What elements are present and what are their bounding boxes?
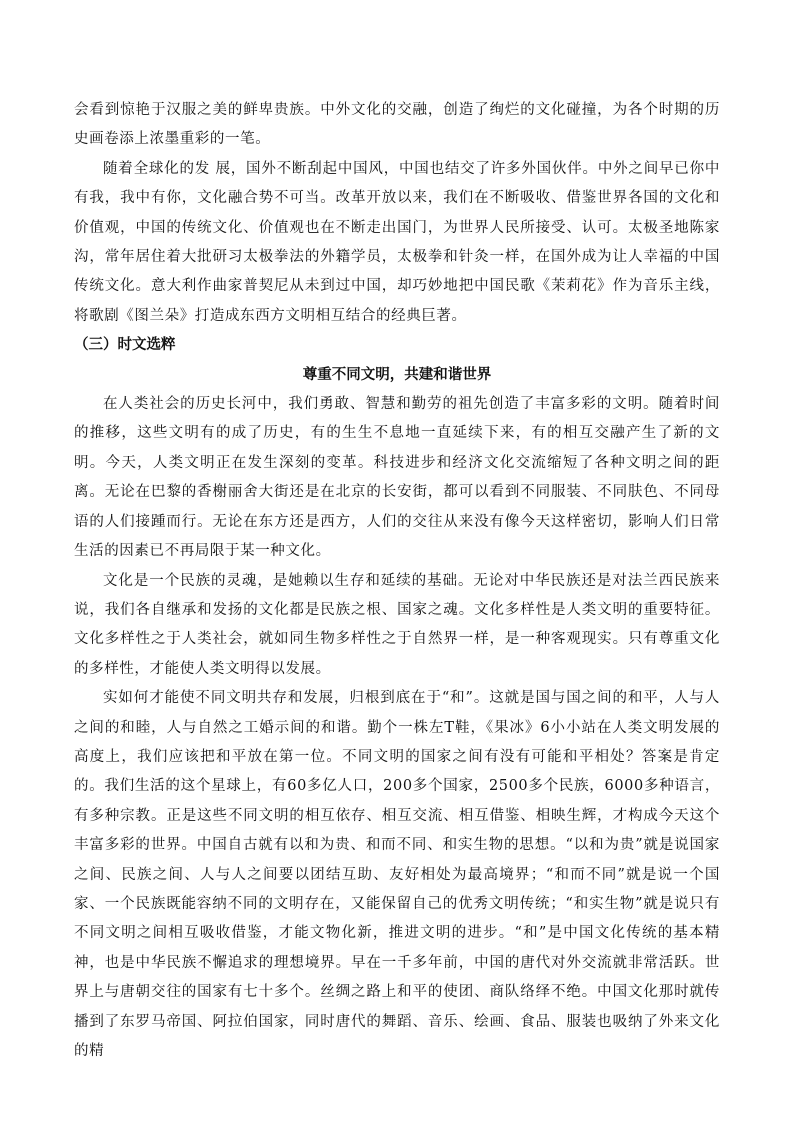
document-page xyxy=(74,96,720,1066)
article-paragraph-3: 实如何才能使不同文明共存和发展，归根到底在于“和”。这就是国与国之间的和平，人与人之间的和睦，人与自然之工婚示间的和谐。勤个一株左T鞋，《果冰》6小小站在人类文明发展的高度上，我们应该把和平放在第一位。不同文明的国家之间有没有可能和平相处？答案是肯定的。我们生活的这个星球上，有60多亿人口，200多个国家，2500多个民族，6000多种语言，有多种宗教。正是这些不同文明的相互依存、相互交流、相互借鉴、相映生辉，才构成今天这个丰富多彩的世界。中国自古就有以和为贵、和而不同、和实生物的思想。“以和为贵”就是说国家之间、民族之间、人与人之间要以团结互助、友好相处为最高境界；“和而不同”就是说一个国家、一个民族既能容纳不同的文明存在，又能保留自己的优秀文明传统；“和实生物”就是说只有不同文明之间相互吸收借鉴，才能文物化新，推进文明的进步。“和”是中国文化传统的基本精神，也是中华民族不懈追求的理想境界。早在一千多年前，中国的唐代对外交流就非常活跃。世界上与唐朝交往的国家有七十多个。丝绸之路上和平的使团、商队络绎不绝。中国文化那时就传播到了东罗马帝国、阿拉伯国家，同时唐代的舞蹈、音乐、绘画、食品、服装也吸纳了外来文化的精 xyxy=(74,690,720,1059)
article-paragraph-1: 在人类社会的历史长河中，我们勇敢、智慧和勤劳的祖先创造了丰富多彩的文明。随着时间的推移，这些文明有的成了历史，有的生生不息地一直延续下来，有的相互交融产生了新的文明。今天，人类文明正在发生深刻的变革。科技进步和经济文化交流缩短了各种文明之间的距离。无论在巴黎的香榭丽舍大街还是在北京的长安街，都可以看到不同服装、不同肤色、不同母语的人们接踵而行。无论在东方还是西方，人们的交往从来没有像今天这样密切，影响人们日常生活的因素已不再局限于某一种文化。 xyxy=(74,396,720,560)
globalization-paragraph: 随着全球化的发 展，国外不断刮起中国风，中国也结交了许多外国伙伴。中外之间早已你中有我，我中有你，文化融合势不可当。改革开放以来，我们在不断吸收、借鉴世界各国的文化和价值观，中国的传统文化、价值观也在不断走出国门，为世界人民所接受、认可。太极圣地陈家沟，常年居住着大批研习太极拳法的外籍学员，太极拳和针灸一样，在国外成为让人幸福的中国传统文化。意大利作曲家普契尼从未到过中国，却巧妙地把中国民歌《茉莉花》作为音乐主线，将歌剧《图兰朵》打造成东西方文明相互结合的经典巨著。 xyxy=(74,160,720,324)
continuation-paragraph: 会看到惊艳于汉服之美的鲜卑贵族。中外文化的交融，创造了绚烂的文化碰撞，为各个时期的历史画卷添上浓墨重彩的一笔。 xyxy=(74,102,720,148)
article-title: 尊重不同文明，共建和谐世界 xyxy=(302,366,492,383)
section-heading: （三）时文选粹 xyxy=(74,337,176,354)
article-paragraph-2: 文化是一个民族的灵魂，是她赖以生存和延续的基础。无论对中华民族还是对法兰西民族来说，我们各自继承和发扬的文化都是民族之根、国家之魂。文化多样性是人类文明的重要特征。文化多样性之于人类社会，就如同生物多样性之于自然界一样，是一种客观现实。只有尊重文化的多样性，才能使人类文明得以发展。 xyxy=(74,572,720,677)
